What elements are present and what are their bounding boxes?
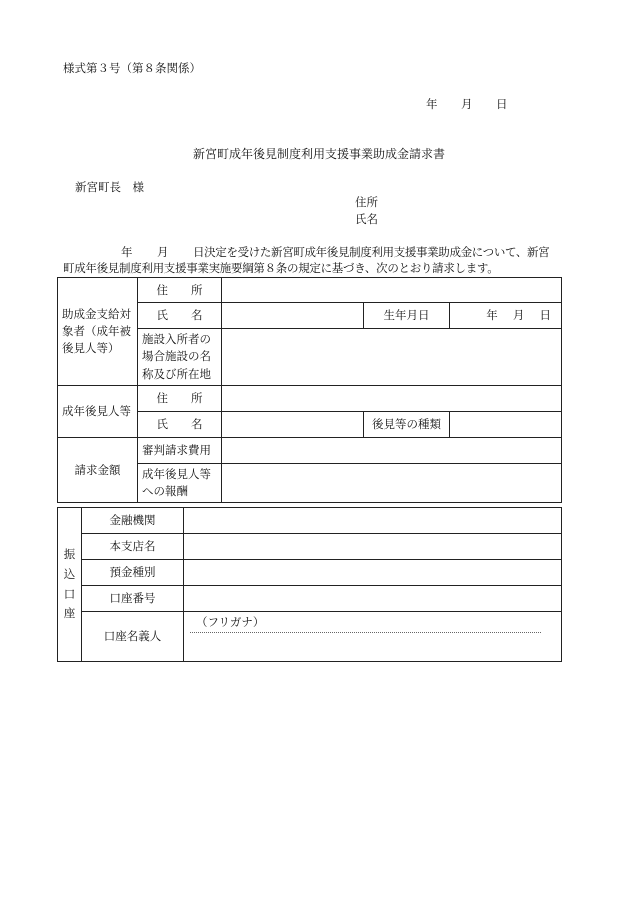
guardian-type-label: 後見等の種類 <box>364 411 450 437</box>
guardian-address-label: 住 所 <box>138 385 222 411</box>
branch-label: 本支店名 <box>82 534 184 560</box>
applicant-name-label: 氏名 <box>355 212 378 226</box>
document-title: 新宮町成年後見制度利用支援事業助成金請求書 <box>193 147 446 161</box>
remuneration-field[interactable] <box>222 463 562 503</box>
branch-field[interactable] <box>184 534 562 560</box>
bank-transfer-table <box>57 507 562 662</box>
deposit-type-field[interactable] <box>184 560 562 586</box>
claim-amount-label: 請求金額 <box>58 437 138 503</box>
subject-address-field[interactable] <box>222 278 562 303</box>
subject-group-label: 助成金支給対象者（成年被後見人等） <box>58 278 138 386</box>
bank-label: 金融機関 <box>82 508 184 534</box>
date-year: 年 <box>426 97 438 111</box>
guardian-group-label: 成年後見人等 <box>58 385 138 437</box>
trial-fee-field[interactable] <box>222 437 562 463</box>
furigana-divider <box>190 632 541 633</box>
body-line2: 町成年後見制度利用支援事業実施要綱第８条の規定に基づき、次のとおり請求します。 <box>63 261 499 275</box>
transfer-char-4: 座 <box>63 606 76 621</box>
account-number-label: 口座番号 <box>82 586 184 612</box>
subject-name-field[interactable] <box>222 303 364 329</box>
addressee: 新宮町長 様 <box>75 180 144 194</box>
guardian-address-field[interactable] <box>222 385 562 411</box>
applicant-address-label: 住所 <box>355 195 378 209</box>
guardian-name-field[interactable] <box>222 411 364 437</box>
transfer-account-group <box>58 508 82 662</box>
subject-name-label: 氏 名 <box>138 303 222 329</box>
account-number-field[interactable] <box>184 586 562 612</box>
body-year: 年 <box>121 245 133 259</box>
remuneration-label: 成年後見人等への報酬 <box>138 463 222 503</box>
facility-field[interactable] <box>222 329 562 386</box>
date-month: 月 <box>461 97 473 111</box>
bank-field[interactable] <box>184 508 562 534</box>
trial-fee-label: 審判請求費用 <box>138 437 222 463</box>
date-day: 日 <box>496 97 508 111</box>
transfer-char-2: 込 <box>63 566 76 581</box>
facility-label: 施設入所者の場合施設の名称及び所在地 <box>138 329 222 386</box>
body-month: 月 <box>157 245 169 259</box>
guardian-type-field[interactable] <box>450 411 562 437</box>
birth-date-field[interactable]: 年 月 日 <box>450 303 562 329</box>
transfer-char-3: 口 <box>63 586 76 601</box>
subsidy-info-table <box>57 277 562 503</box>
deposit-type-label: 預金種別 <box>82 560 184 586</box>
furigana-label: （フリガナ） <box>196 615 265 629</box>
birth-date-label: 生年月日 <box>364 303 450 329</box>
account-holder-label: 口座名義人 <box>82 612 184 662</box>
guardian-name-label: 氏 名 <box>138 411 222 437</box>
transfer-char-1: 振 <box>63 547 76 562</box>
subject-address-label: 住 所 <box>138 278 222 303</box>
form-number: 様式第３号（第８条関係） <box>63 61 201 75</box>
account-holder-field[interactable] <box>184 612 562 662</box>
body-line1: 日決定を受けた新宮町成年後見制度利用支援事業助成金について、新宮 <box>193 245 550 259</box>
